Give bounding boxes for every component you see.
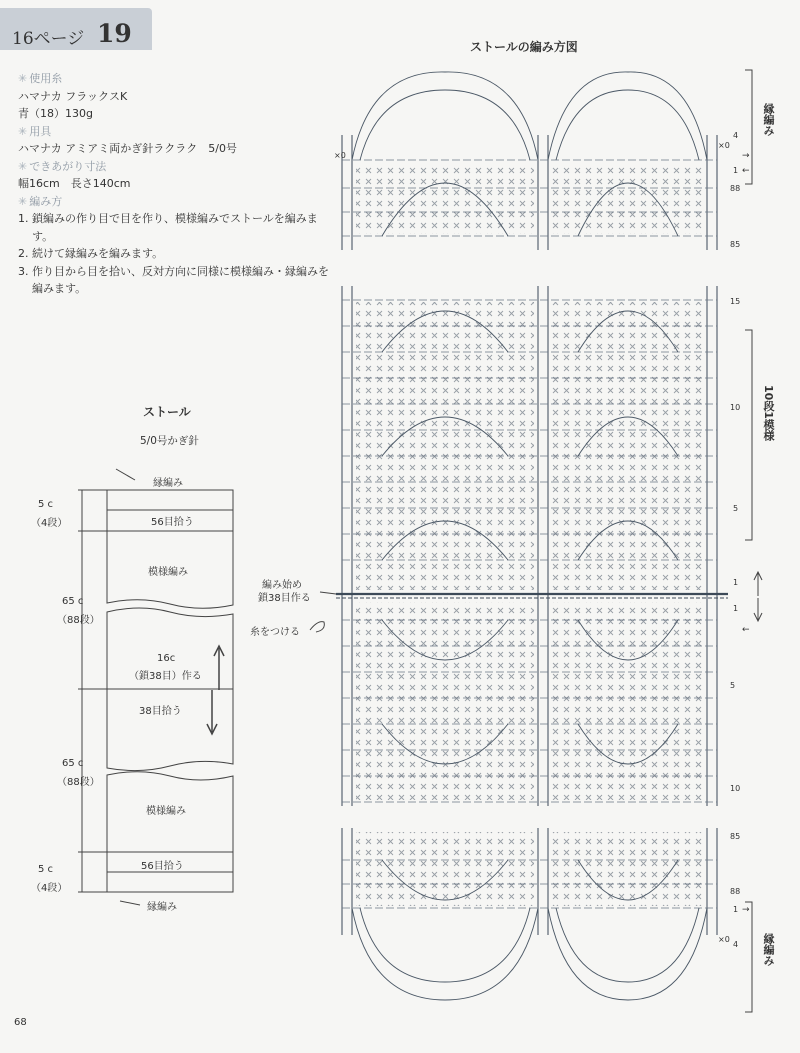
asterisk-icon: ✳ [18, 72, 28, 85]
edging-fan [548, 72, 707, 160]
body-top-label: 模様編み [148, 567, 188, 578]
arrow-left-icon: ← [742, 166, 750, 176]
page-number: 68 [14, 1017, 27, 1028]
method-step: 3. 作り目から目を拾い、反対方向に同様に模様編み・縁編みを編みます。 [18, 264, 329, 295]
row-number: 4 [733, 131, 739, 140]
yarn-amount: 青（18）130g [18, 107, 93, 120]
asterisk-icon: ✳ [18, 124, 28, 138]
center-chain-label: （鎖38目）作る [129, 671, 202, 682]
pickup-bottom-label: 56目拾う [141, 861, 184, 872]
yarn-attach-icon [310, 622, 324, 632]
row-number: 85 [730, 832, 741, 841]
row-number: 10 [730, 784, 741, 793]
attach-yarn-label: 糸をつける [250, 627, 300, 638]
edging-fan [556, 908, 699, 982]
leader-line [120, 901, 140, 905]
dim-65c-top: 65 c [62, 596, 84, 607]
row-number: 1 [733, 604, 739, 613]
asterisk-icon: ✳ [18, 159, 28, 173]
leader-line [116, 469, 135, 480]
center-pickup-label: 38目拾う [139, 706, 182, 717]
edging-fan [360, 908, 530, 982]
yarn-name: ハマナカ フラックスK [18, 89, 128, 103]
dim-4rows-top: （4段） [31, 518, 68, 529]
row-number: 10 [730, 403, 741, 412]
dim-5c-bottom: 5 c [38, 864, 54, 875]
arrow-left-icon: ← [742, 625, 750, 635]
row-number: 1 [733, 578, 739, 587]
x0-mark: ×0 [718, 935, 730, 944]
row-number: 15 [730, 297, 741, 306]
dim-4rows-bottom: （4段） [31, 883, 68, 894]
stitch-field [356, 164, 534, 234]
start-leader [320, 592, 336, 594]
pattern-number: 19 [97, 19, 132, 48]
stitch-field [552, 302, 704, 590]
x0-mark: ×0 [718, 141, 730, 150]
repeat-brace [745, 330, 752, 540]
stitch-field [552, 602, 704, 800]
edging-fan [360, 90, 530, 160]
edging-fan [352, 72, 538, 160]
dim-88rows-top: （88段） [57, 615, 100, 626]
dim-88rows-bottom: （88段） [57, 777, 100, 788]
start-label: 編み始め [262, 580, 302, 591]
edging-fan [548, 908, 707, 1000]
edge-label-top: 縁編み [762, 103, 775, 136]
size-value: 幅16cm 長さ140cm [18, 177, 131, 190]
method-step: 2. 続けて縁編みを編みます。 [18, 247, 164, 260]
schematic-title: ストール [143, 405, 191, 419]
x0-mark: ×0 [334, 151, 346, 160]
stitch-field [356, 302, 534, 590]
edge-bottom-label: 縁編み [147, 902, 177, 913]
stole-schematic [78, 469, 233, 905]
chart-title: ストールの編み方図 [470, 40, 578, 54]
crochet-chart [310, 70, 762, 1012]
row-number: 5 [733, 504, 739, 513]
stitch-field [356, 832, 534, 906]
edge-brace-bottom [745, 902, 752, 1012]
dim-5c-top: 5 c [38, 499, 54, 510]
edging-fan [352, 908, 538, 1000]
pickup-top-label: 56目拾う [151, 517, 194, 528]
row-number: 88 [730, 184, 741, 193]
row-number: 85 [730, 240, 741, 249]
stitch-field [552, 164, 704, 234]
row-number: 88 [730, 887, 741, 896]
edge-label-bottom: 縁編み [762, 933, 775, 966]
body-bottom-label: 模様編み [146, 806, 186, 817]
dim-65c-bottom: 65 c [62, 758, 84, 769]
method-heading: 編み方 [29, 194, 63, 208]
yarn-heading: 使用糸 [29, 72, 63, 85]
page-reference: 16ページ [12, 29, 85, 49]
method-step: 1. 鎖編みの作り目で目を作り、模様編みでストールを編みます。 [18, 212, 318, 243]
start-chain-label: 鎖38目作る [258, 593, 311, 604]
size-heading: できあがり寸法 [29, 159, 107, 173]
row-number: 4 [733, 940, 739, 949]
center-width-label: 16c [157, 653, 176, 664]
stitch-field [552, 832, 704, 906]
row-number: 1 [733, 905, 739, 914]
hook-size: 5/0号かぎ針 [140, 435, 199, 447]
edge-top-label: 縁編み [153, 478, 183, 489]
row-number: 1 [733, 166, 739, 175]
stitch-field [356, 602, 534, 800]
arrow-right-icon: → [742, 151, 750, 161]
arrow-right-icon: → [742, 905, 750, 915]
chart-gap [330, 250, 730, 286]
asterisk-icon: ✳ [18, 194, 28, 208]
row-number: 5 [730, 681, 736, 690]
tools-name: ハマナカ アミアミ両かぎ針ラクラク 5/0号 [18, 142, 237, 155]
chart-gap [330, 806, 730, 828]
repeat-label: 10段1模様 [762, 385, 775, 441]
tools-heading: 用具 [29, 124, 52, 138]
edging-fan [556, 90, 699, 160]
